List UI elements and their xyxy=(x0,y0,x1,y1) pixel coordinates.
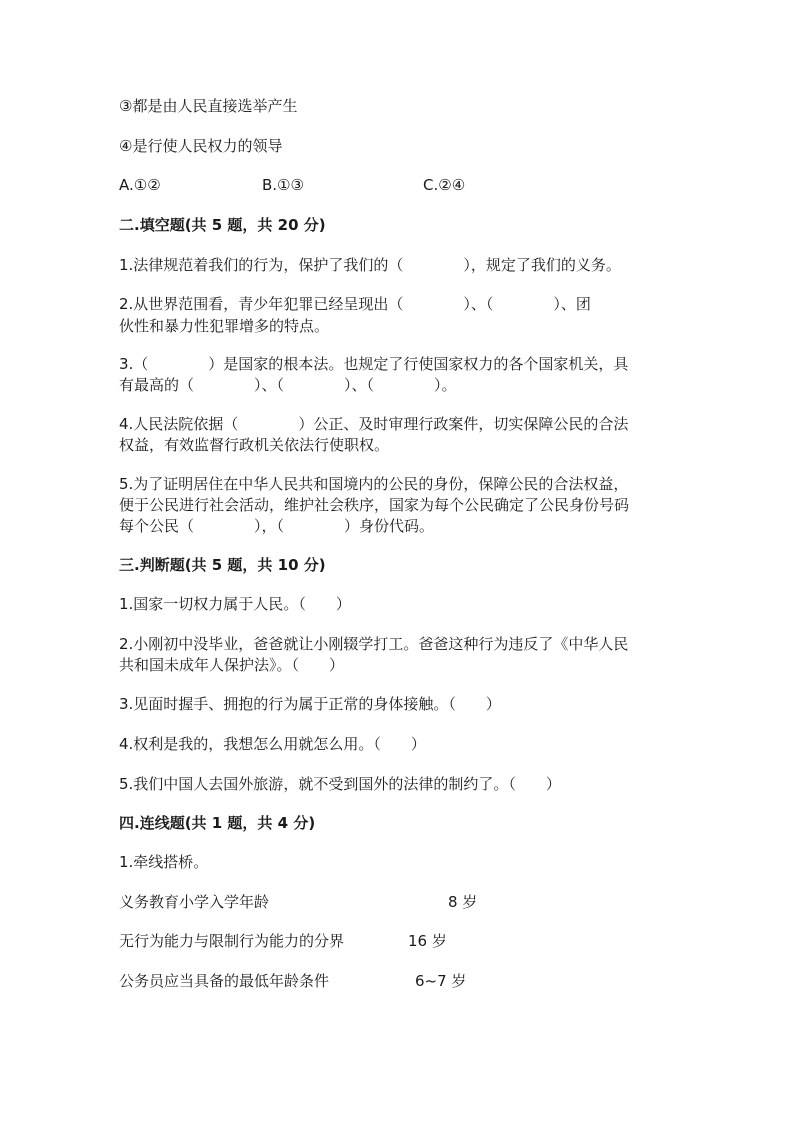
choice-a: A.①② xyxy=(119,176,161,194)
fill-question-5-line-2: 便于公民进行社会活动，维护社会秩序，国家为每个公民确定了公民身份号码 xyxy=(119,496,630,514)
fill-question-2-line-1: 2.从世界范围看，青少年犯罪已经呈现出（ ）、（ ）、团 xyxy=(119,295,591,313)
fill-question-1: 1.法律规范着我们的行为，保护了我们的（ ），规定了我们的义务。 xyxy=(119,256,621,274)
judge-question-2-line-1: 2.小刚初中没毕业，爸爸就让小刚辍学打工。爸爸这种行为违反了《中华人民 xyxy=(119,635,629,653)
judge-question-2-line-2: 共和国未成年人保护法》。（ ） xyxy=(119,656,345,674)
judge-question-4: 4.权利是我的，我想怎么用就怎么用。（ ） xyxy=(119,735,426,753)
choice-c: C.②④ xyxy=(423,176,466,194)
match-right-item: 8 岁 xyxy=(448,893,478,911)
match-left-item: 公务员应当具备的最低年龄条件 xyxy=(119,972,330,990)
option-4: ④是行使人民权力的领导 xyxy=(119,137,283,155)
judge-question-3: 3.见面时握手、拥抱的行为属于正常的身体接触。（ ） xyxy=(119,695,501,713)
judge-question-1: 1.国家一切权力属于人民。（ ） xyxy=(119,595,351,613)
option-3: ③都是由人民直接选举产生 xyxy=(119,97,298,115)
section-2-heading: 二.填空题(共 5 题，共 20 分) xyxy=(119,216,326,234)
fill-question-5-line-3: 每个公民（ ），（ ）身份代码。 xyxy=(119,517,435,535)
fill-question-3-line-1: 3.（ ）是国家的根本法。也规定了行使国家权力的各个国家机关，具 xyxy=(119,355,629,373)
match-question-1: 1.牵线搭桥。 xyxy=(119,853,209,871)
fill-question-2-line-2: 伙性和暴力性犯罪增多的特点。 xyxy=(119,317,330,335)
fill-question-4-line-1: 4.人民法院依据（ ）公正、及时审理行政案件，切实保障公民的合法 xyxy=(119,415,629,433)
judge-question-5: 5.我们中国人去国外旅游，就不受到国外的法律的制约了。（ ） xyxy=(119,775,561,793)
fill-question-4-line-2: 权益，有效监督行政机关依法行使职权。 xyxy=(119,436,390,454)
section-4-heading: 四.连线题(共 1 题，共 4 分) xyxy=(119,814,316,832)
fill-question-3-line-2: 有最高的（ ）、（ ）、（ ）。 xyxy=(119,376,457,394)
section-3-heading: 三.判断题(共 5 题，共 10 分) xyxy=(119,556,326,574)
match-right-item: 16 岁 xyxy=(408,932,447,950)
match-right-item: 6~7 岁 xyxy=(415,972,467,990)
match-left-item: 无行为能力与限制行为能力的分界 xyxy=(119,932,345,950)
fill-question-5-line-1: 5.为了证明居住在中华人民共和国境内的公民的身份，保障公民的合法权益， xyxy=(119,475,629,493)
match-left-item: 义务教育小学入学年龄 xyxy=(119,893,270,911)
choice-b: B.①③ xyxy=(262,176,304,194)
